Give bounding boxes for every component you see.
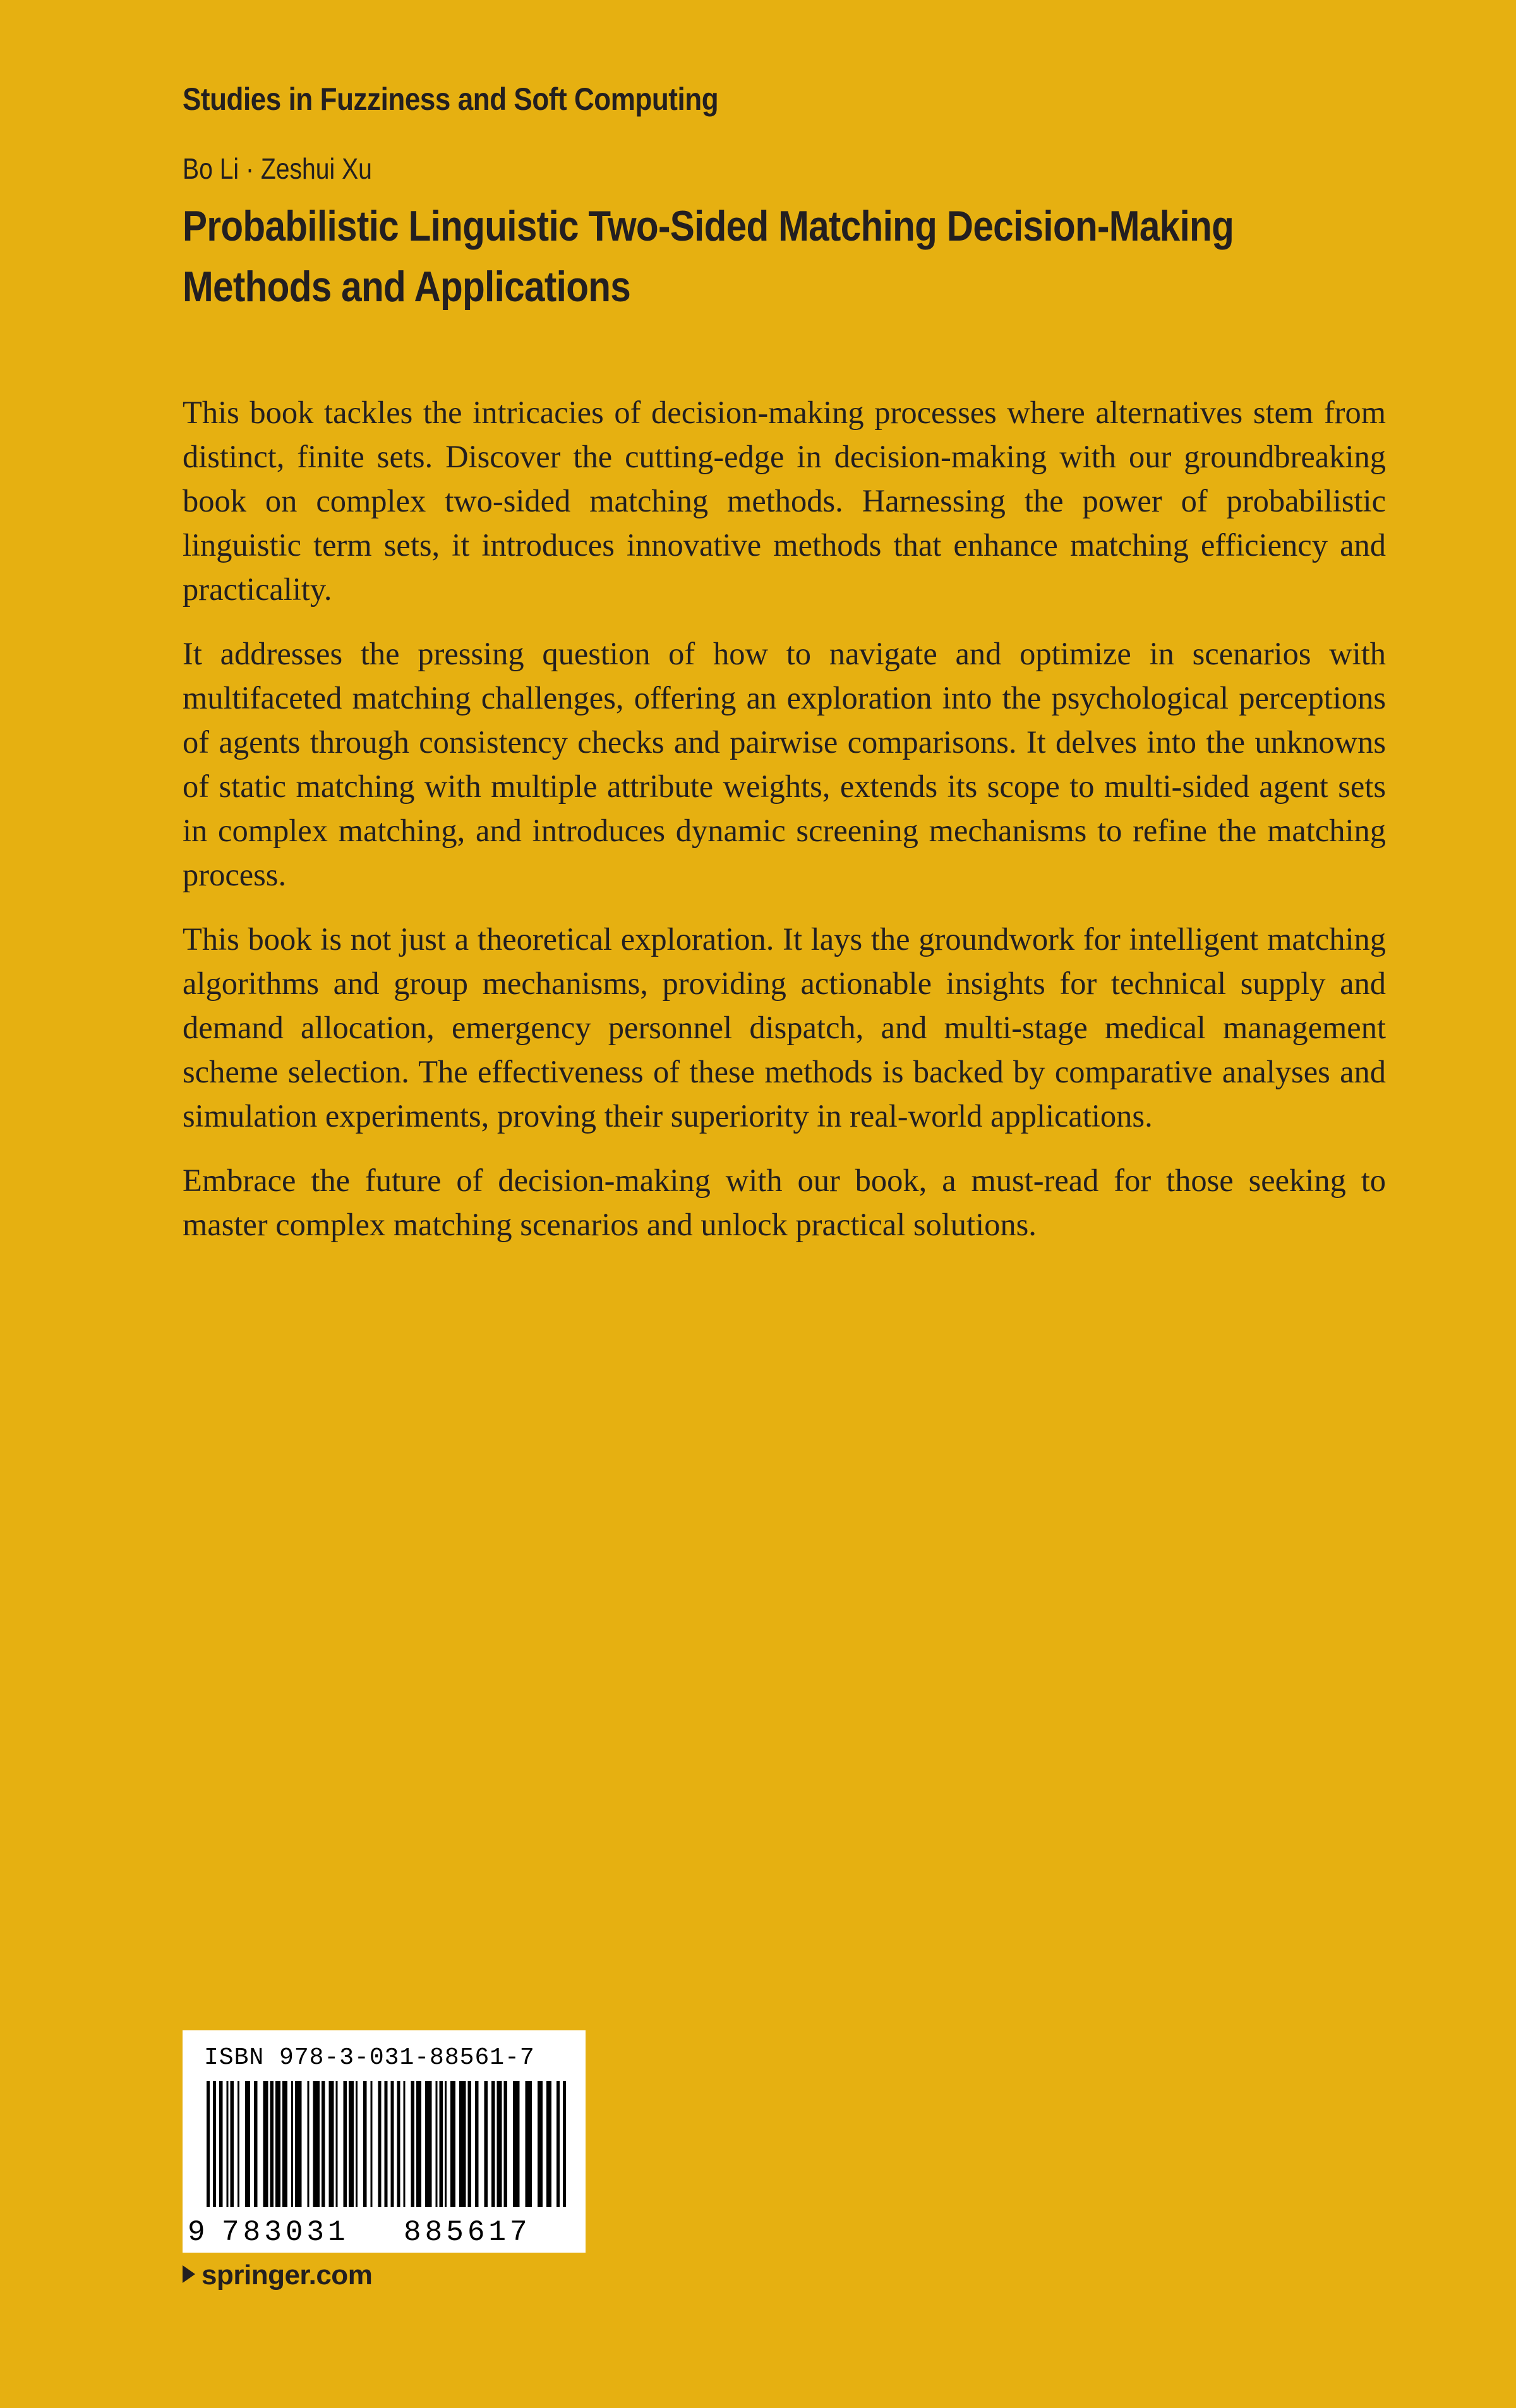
- publisher-link[interactable]: [183, 2260, 372, 2291]
- book-title: [183, 196, 1367, 317]
- barcode-right-digits: 885617: [404, 2216, 531, 2249]
- authors: Bo Li · Zeshui Xu: [183, 152, 372, 185]
- blurb-paragraph-1: This book tackles the intricacies of decision-making processes where alternatives stem from distinct, finite sets. Discover the cutting-edge in decision-making with our groundbreaking book on complex two-sided matching methods. Harnessing the power of probabilistic linguistic term sets, it introduces innovative methods that enhance matching efficiency and practicality.: [183, 395, 1386, 607]
- book-title-line-2: Methods and Applications: [183, 263, 631, 311]
- arrow-right-icon: [183, 2265, 195, 2283]
- isbn-label: ISBN 978-3-031-88561-7: [204, 2044, 535, 2071]
- blurb-paragraph-2: It addresses the pressing question of how to navigate and optimize in scenarios with multifaceted matching challenges, offering an exploration into the psychological perceptions of agents through consistency checks and pairwise comparisons. It delves into the unknowns of static matching with multiple attribute weights, extends its scope to multi-sided agent sets in complex matching, and introduces dynamic screening mechanisms to refine the matching process.: [183, 636, 1386, 892]
- barcode-first-digit: 9: [188, 2216, 205, 2249]
- blurb-paragraph-3: This book is not just a theoretical exploration. It lays the groundwork for intelligent matching algorithms and group mechanisms, providing actionable insights for technical supply and demand allocation, emergency personnel dispatch, and multi-stage medical management scheme selection. The effectiveness of these methods is backed by comparative analyses and simulation experiments, proving their superiority in real-world applications.: [183, 921, 1386, 1134]
- book-title-line-1: Probabilistic Linguistic Two-Sided Matching Decision-Making: [183, 202, 1234, 250]
- blurb-paragraph-4: Embrace the future of decision-making with our book, a must-read for those seeking to master complex matching scenarios and unlock practical solutions.: [183, 1163, 1386, 1242]
- publisher-link-text: springer.com: [202, 2260, 373, 2291]
- isbn-barcode-box: [183, 2030, 586, 2253]
- barcode-left-digits: 783031: [222, 2216, 349, 2249]
- series-title: Studies in Fuzziness and Soft Computing: [183, 81, 719, 117]
- barcode-digits: [183, 2030, 586, 2253]
- blurb: [183, 390, 1386, 1267]
